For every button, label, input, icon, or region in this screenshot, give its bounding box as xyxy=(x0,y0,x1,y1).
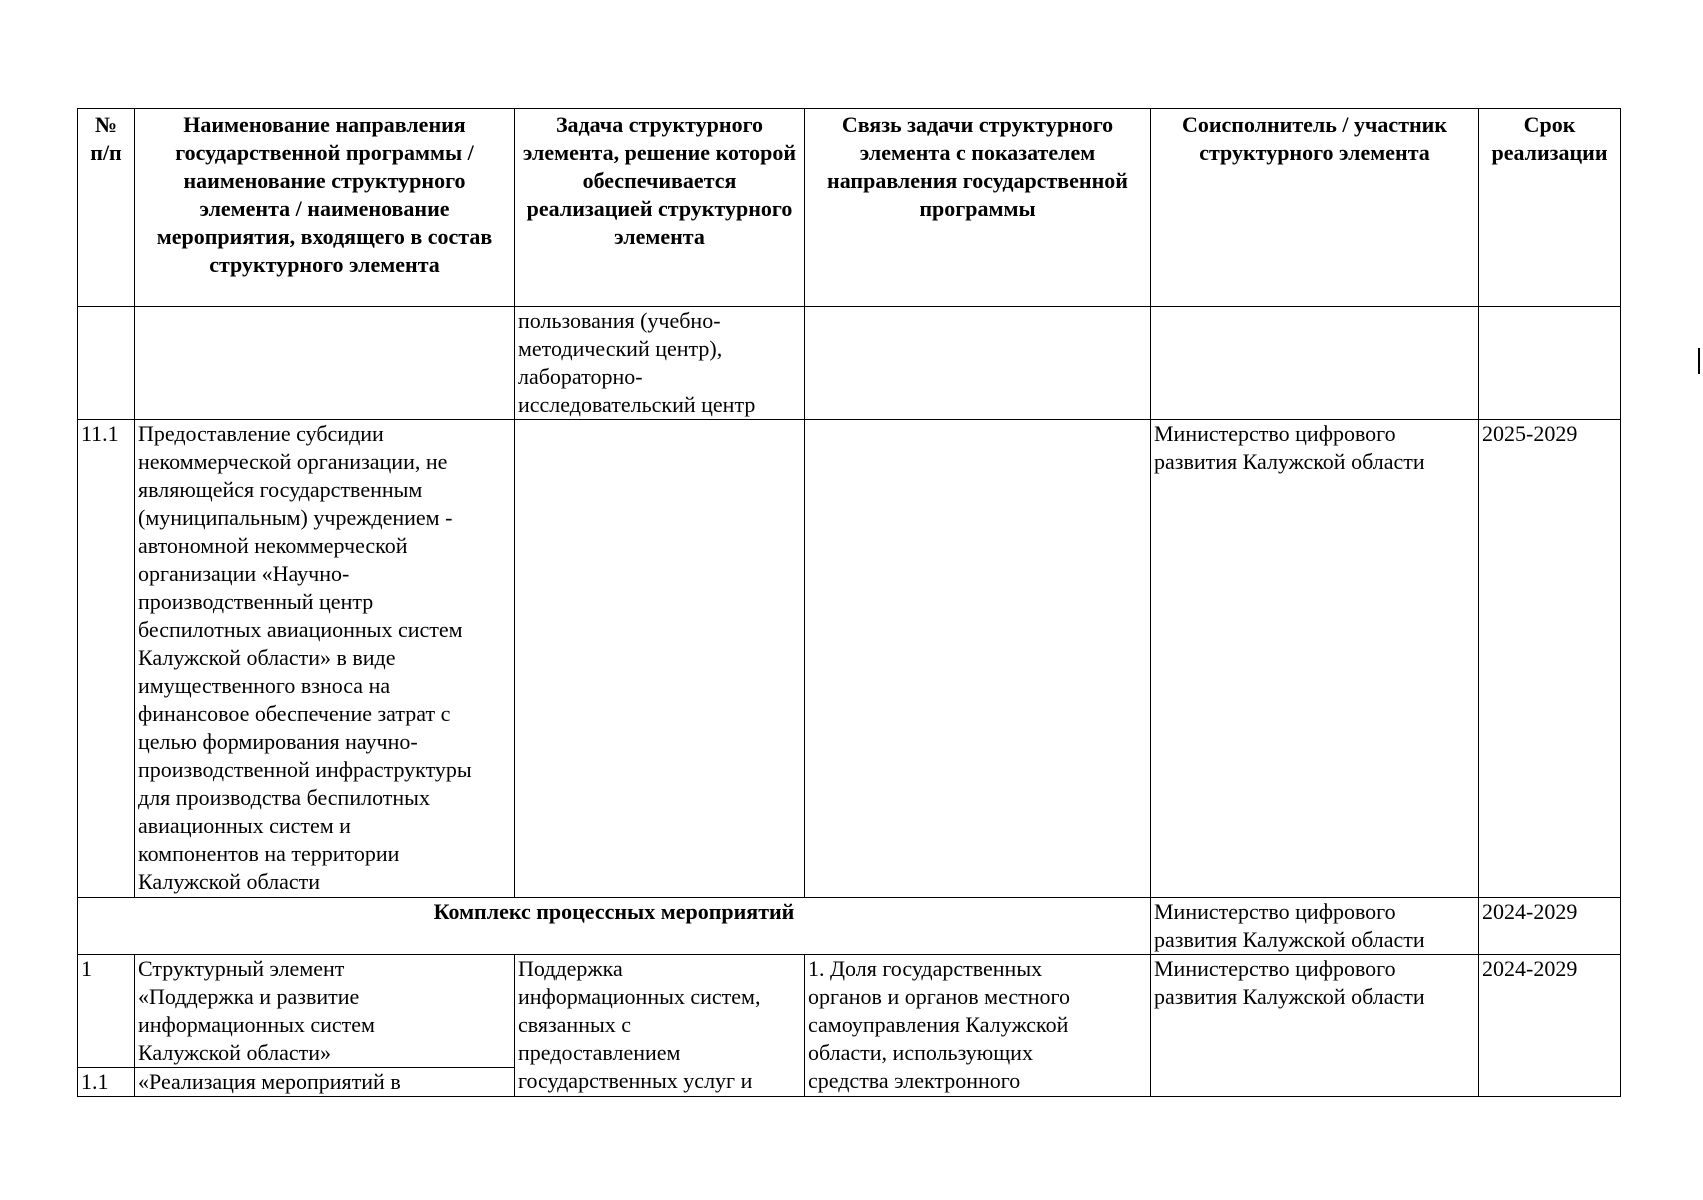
cell-number: 1 xyxy=(78,955,134,1068)
header-row xyxy=(78,109,1621,307)
cell-term: 2024-2029 xyxy=(1479,955,1621,1097)
cell-executor: Министерство цифрового развития Калужской области xyxy=(1151,420,1479,898)
cell-number: 1.1 xyxy=(81,1069,109,1094)
cell-link: 1. Доля государственных органов и органов местного самоуправления Калужской области, использующих средства электронного xyxy=(805,955,1151,1097)
cell-term: 2025-2029 xyxy=(1479,420,1621,898)
cell-number-stack xyxy=(78,955,135,1097)
table-row xyxy=(78,307,1621,420)
cell-task: Поддержка информационных систем, связанных с предоставлением государственных услуг и xyxy=(515,955,805,1097)
cell-executor: Министерство цифрового развития Калужской области xyxy=(1151,955,1479,1097)
header-executor: Соисполнитель / участник структурного элемента xyxy=(1151,109,1479,307)
cell-number: 11.1 xyxy=(78,420,135,898)
cell-name-stack xyxy=(135,955,515,1097)
cell-name: Предоставление субсидии некоммерческой организации, не являющейся государственным (муниципальным) учреждением - автономной некоммерческой организации «Научно- производственный центр беспилотных авиационных систем Калужской области» в виде имущественного взноса на финансовое обеспечение затрат с целью формирования научно- производственной инфраструктуры для производства беспилотных авиационных систем и компонентов на территории Калужской области xyxy=(135,420,515,898)
section-title: Комплекс процессных мероприятий xyxy=(78,898,1151,955)
cell-executor xyxy=(1151,307,1479,420)
cell-number xyxy=(78,307,135,420)
program-table xyxy=(77,108,1621,1097)
section-row xyxy=(78,898,1621,955)
cell-executor: Министерство цифрового развития Калужской области xyxy=(1151,898,1479,955)
header-term: Срок реализации xyxy=(1479,109,1621,307)
cell-task: пользования (учебно- методический центр), лабораторно- исследовательский центр xyxy=(515,307,805,420)
cell-name xyxy=(135,307,515,420)
scan-edge-mark xyxy=(1698,348,1700,374)
header-name: Наименование направления государственной программы / наименование структурного элемента / наименование мероприятия, входящего в состав структурного элемента xyxy=(135,109,515,307)
cell-term: 2024-2029 xyxy=(1479,898,1621,955)
header-number: № п/п xyxy=(78,109,135,307)
header-task: Задача структурного элемента, решение которой обеспечивается реализацией структурного элемента xyxy=(515,109,805,307)
cell-name: Структурный элемент «Поддержка и развитие информационных систем Калужской области» xyxy=(135,955,514,1068)
header-link: Связь задачи структурного элемента с показателем направления государственной программы xyxy=(805,109,1151,307)
table-row xyxy=(78,420,1621,898)
cell-link xyxy=(805,307,1151,420)
cell-name: «Реализация мероприятий в xyxy=(138,1069,401,1094)
table-row xyxy=(78,955,1621,1097)
cell-term xyxy=(1479,307,1621,420)
cell-link xyxy=(805,420,1151,898)
cell-task xyxy=(515,420,805,898)
